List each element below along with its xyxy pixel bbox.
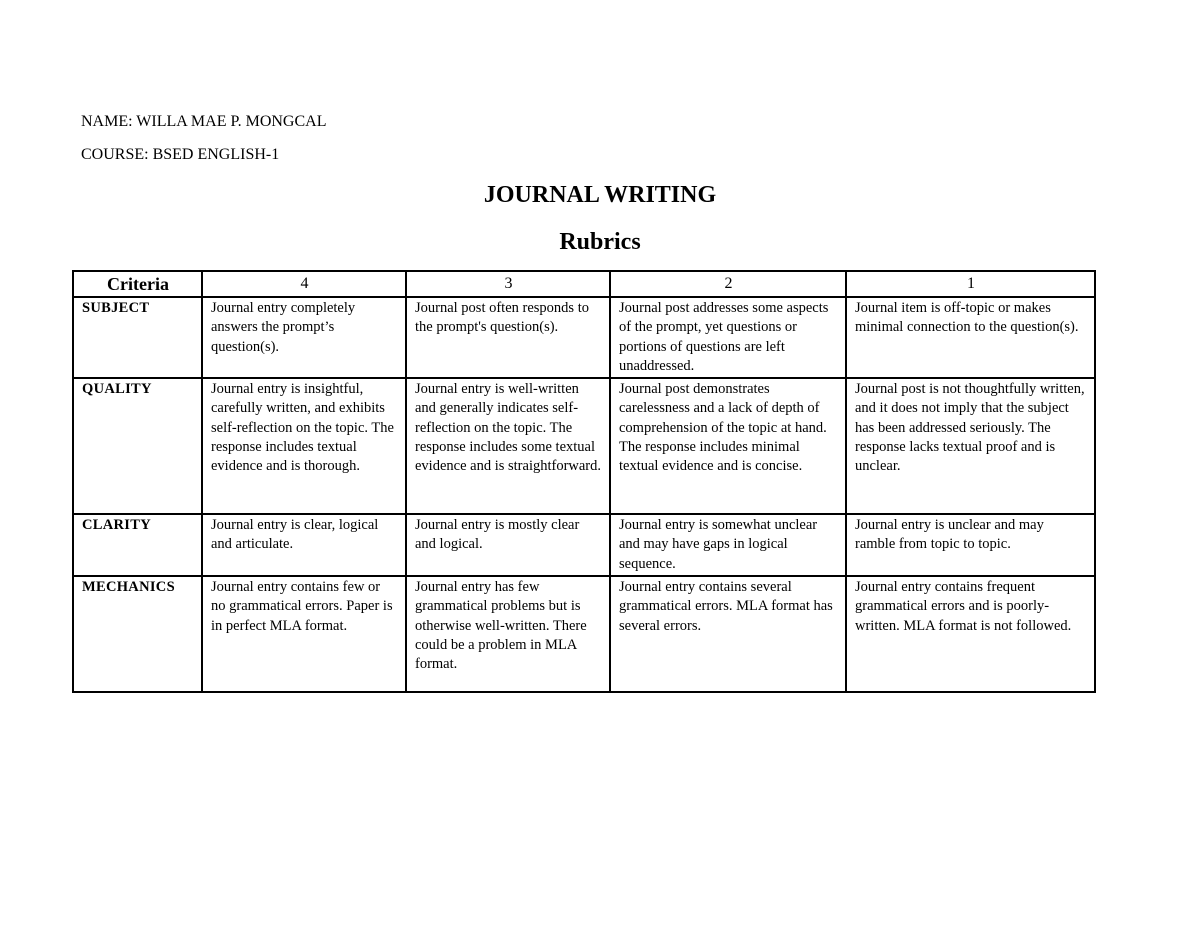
rubric-row-quality <box>73 378 1095 514</box>
subject-score-3: Journal post often responds to the prompt's question(s). <box>406 297 610 378</box>
mechanics-score-4: Journal entry contains few or no grammatical errors. Paper is in perfect MLA format. <box>202 576 406 692</box>
column-header-score-3: 3 <box>406 271 610 297</box>
clarity-score-1: Journal entry is unclear and may ramble from topic to topic. <box>846 514 1095 576</box>
rubric-row-mechanics <box>73 576 1095 692</box>
column-header-score-2: 2 <box>610 271 846 297</box>
criteria-mechanics: MECHANICS <box>73 576 202 692</box>
rubric-row-clarity <box>73 514 1095 576</box>
clarity-score-3: Journal entry is mostly clear and logical. <box>406 514 610 576</box>
student-name-line: NAME: WILLA MAE P. MONGCAL <box>81 113 327 130</box>
column-header-criteria: Criteria <box>73 271 202 297</box>
criteria-subject: SUBJECT <box>73 297 202 378</box>
criteria-quality: QUALITY <box>73 378 202 514</box>
clarity-score-2: Journal entry is somewhat unclear and may have gaps in logical sequence. <box>610 514 846 576</box>
rubric-table <box>72 270 1096 693</box>
mechanics-score-2: Journal entry contains several grammatical errors. MLA format has several errors. <box>610 576 846 692</box>
quality-score-3: Journal entry is well-written and generally indicates self-reflection on the topic. The response includes some textual evidence and is straightforward. <box>406 378 610 514</box>
clarity-score-4: Journal entry is clear, logical and articulate. <box>202 514 406 576</box>
column-header-score-1: 1 <box>846 271 1095 297</box>
subject-score-1: Journal item is off-topic or makes minimal connection to the question(s). <box>846 297 1095 378</box>
mechanics-score-3: Journal entry has few grammatical problems but is otherwise well-written. There could be a problem in MLA format. <box>406 576 610 692</box>
mechanics-score-1: Journal entry contains frequent grammatical errors and is poorly-written. MLA format is not followed. <box>846 576 1095 692</box>
document-title: JOURNAL WRITING <box>483 182 717 208</box>
course-line: COURSE: BSED ENGLISH-1 <box>81 146 280 163</box>
rubric-header-row <box>73 271 1095 297</box>
criteria-clarity: CLARITY <box>73 514 202 576</box>
subject-score-2: Journal post addresses some aspects of the prompt, yet questions or portions of questions are left unaddressed. <box>610 297 846 378</box>
column-header-score-4: 4 <box>202 271 406 297</box>
quality-score-2: Journal post demonstrates carelessness and a lack of depth of comprehension of the topic at hand. The response includes minimal textual evidence and is concise. <box>610 378 846 514</box>
quality-score-4: Journal entry is insightful, carefully written, and exhibits self-reflection on the topic. The response includes textual evidence and is thorough. <box>202 378 406 514</box>
rubric-row-subject <box>73 297 1095 378</box>
document-subtitle: Rubrics <box>559 229 641 255</box>
quality-score-1: Journal post is not thoughtfully written, and it does not imply that the subject has been addressed seriously. The response lacks textual proof and is unclear. <box>846 378 1095 514</box>
subject-score-4: Journal entry completely answers the prompt’s question(s). <box>202 297 406 378</box>
